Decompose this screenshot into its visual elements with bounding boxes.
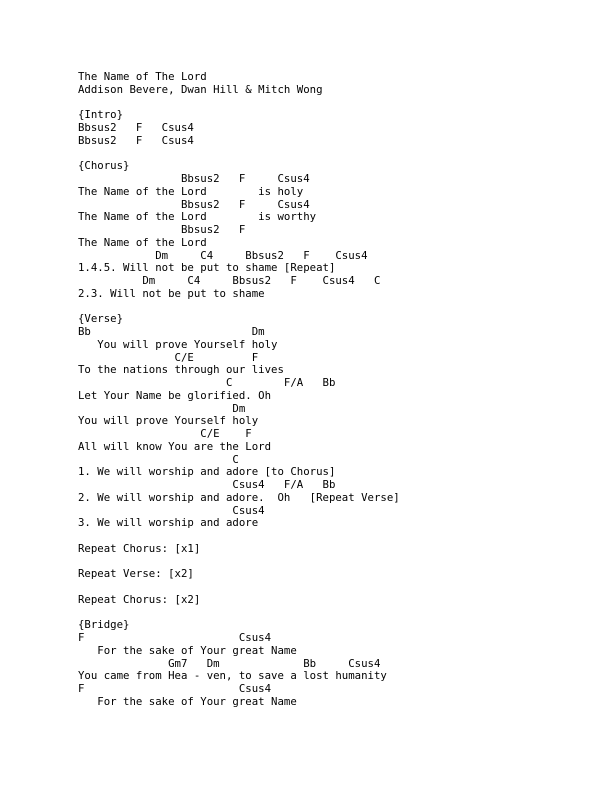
chord-line: Bbsus2 F: [78, 223, 246, 236]
chord-line: Csus4: [78, 503, 265, 517]
lyric-line: The Name of the Lord is holy: [78, 184, 304, 198]
lyric-line: For the sake of Your great Name: [78, 643, 297, 657]
blank-line: [78, 301, 400, 314]
lyric-line: To the nations through our lives: [78, 363, 284, 377]
chord-line: C F/A Bb: [78, 376, 336, 389]
lyric-line: 2.3. Will not be put to shame: [78, 286, 265, 300]
chord-line: Bbsus2 F Csus4: [78, 172, 310, 185]
lyric-line: You will prove Yourself holy: [78, 337, 278, 351]
chord-line: Gm7 Dm Bb Csus4: [78, 656, 381, 670]
repeat-instruction: Repeat Chorus: [x2]: [78, 592, 201, 606]
blank-line: [78, 530, 400, 543]
chord-line: Bb Dm: [78, 325, 265, 338]
section-heading: {Chorus}: [78, 159, 130, 173]
chord-line: C/E F: [78, 427, 252, 440]
chord-line: Bbsus2 F Csus4: [78, 197, 310, 211]
blank-line: [78, 581, 400, 594]
lyric-line: Let Your Name be glorified. Oh: [78, 388, 272, 402]
chord-line: Bbsus2 F Csus4: [78, 121, 194, 134]
repeat-instruction: Repeat Chorus: [x1]: [78, 541, 201, 555]
section-heading: {Bridge}: [78, 618, 130, 632]
lyric-line: You will prove Yourself holy: [78, 414, 259, 428]
lyric-line: 1.4.5. Will not be put to shame [Repeat]: [78, 261, 336, 275]
chord-line: Csus4 F/A Bb: [78, 478, 336, 491]
chord-line: F Csus4: [78, 682, 272, 695]
lyric-line: The Name of the Lord is worthy: [78, 210, 317, 224]
chord-line: F Csus4: [78, 631, 272, 644]
lyric-line: 2. We will worship and adore. Oh [Repeat Verse]: [78, 490, 400, 504]
chord-line: C/E F: [78, 350, 259, 364]
chord-sheet: [78, 71, 400, 709]
lyric-line: For the sake of Your great Name: [78, 694, 297, 708]
chord-line: Dm C4 Bbsus2 F Csus4: [78, 248, 368, 262]
song-artist: Addison Bevere, Dwan Hill & Mitch Wong: [78, 82, 323, 96]
blank-line: [78, 97, 400, 110]
chord-line: Dm C4 Bbsus2 F Csus4 C: [78, 274, 381, 287]
lyric-line: 1. We will worship and adore [to Chorus]: [78, 465, 336, 479]
lyric-line: The Name of the Lord: [78, 235, 207, 249]
section-heading: {Verse}: [78, 312, 124, 326]
chord-line: C: [78, 452, 239, 466]
lyric-line: All will know You are the Lord: [78, 439, 272, 453]
section-heading: {Intro}: [78, 108, 124, 122]
lyric-line: 3. We will worship and adore: [78, 516, 259, 530]
lyric-line: You came from Hea - ven, to save a lost humanity: [78, 669, 387, 683]
chord-line: Bbsus2 F Csus4: [78, 133, 194, 147]
repeat-instruction: Repeat Verse: [x2]: [78, 567, 194, 581]
chord-line: Dm: [78, 401, 246, 415]
song-title: The Name of The Lord: [78, 70, 207, 83]
